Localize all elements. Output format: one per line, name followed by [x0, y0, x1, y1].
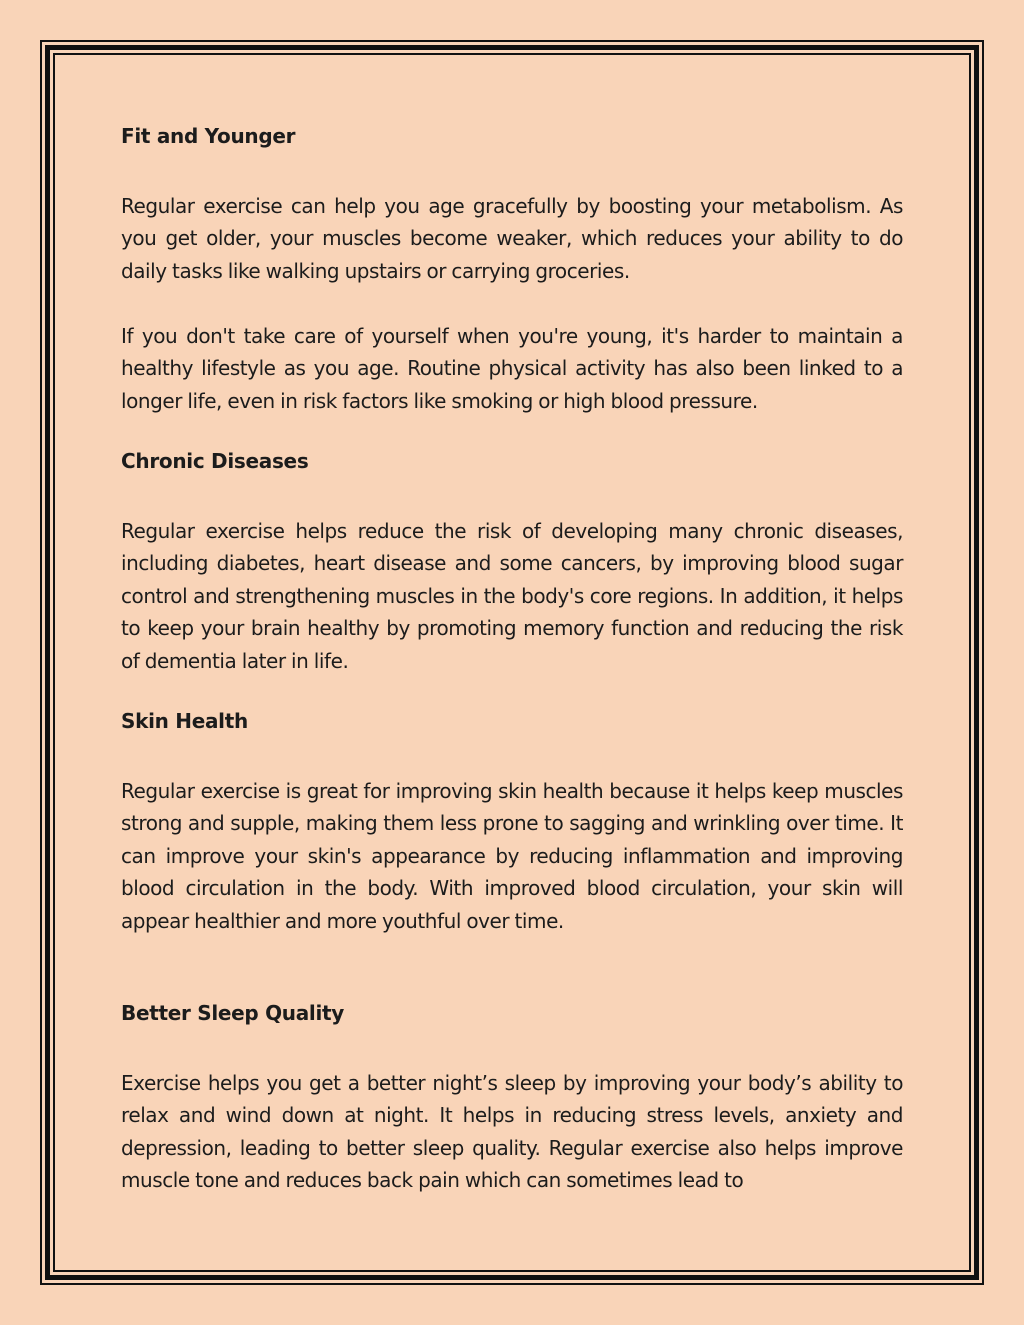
- heading-chronic-diseases: Chronic Diseases: [121, 449, 309, 473]
- paragraph-skin-health: Regular exercise is great for improving skin health because it helps keep muscles strong and supple, making them less prone to sagging and wrinkling over time. It can improve your skin's appearance by reducing inflammation and improving blood circulation in the body. With improved blood circulation, your skin will appear healthier and more youthful over time.: [121, 779, 903, 933]
- heading-fit-and-younger: Fit and Younger: [121, 124, 296, 148]
- heading-skin-health: Skin Health: [121, 709, 248, 733]
- paragraph-fit-and-younger-1: Regular exercise can help you age gracefully by boosting your metabolism. As you get older, your muscles become weaker, which reduces your ability to do daily tasks like walking upstairs or carrying groceries.: [121, 194, 903, 283]
- paragraph-chronic-diseases: Regular exercise helps reduce the risk of developing many chronic diseases, including diabetes, heart disease and some cancers, by improving blood sugar control and strengthening muscles in the body's core regions. In addition, it helps to keep your brain healthy by promoting memory function and reducing the risk of dementia later in life.: [121, 519, 903, 673]
- paragraph-better-sleep-quality: Exercise helps you get a better night’s sleep by improving your body’s ability to relax and wind down at night. It helps in reducing stress levels, anxiety and depression, leading to better sleep quality. Regular exercise also helps improve muscle tone and reduces back pain which can sometimes lead to: [121, 1071, 903, 1193]
- paragraph-fit-and-younger-2: If you don't take care of yourself when you're young, it's harder to maintain a healthy lifestyle as you age. Routine physical activity has also been linked to a longer life, even in risk factors like smoking or high blood pressure.: [121, 324, 903, 413]
- heading-better-sleep-quality: Better Sleep Quality: [121, 1001, 345, 1025]
